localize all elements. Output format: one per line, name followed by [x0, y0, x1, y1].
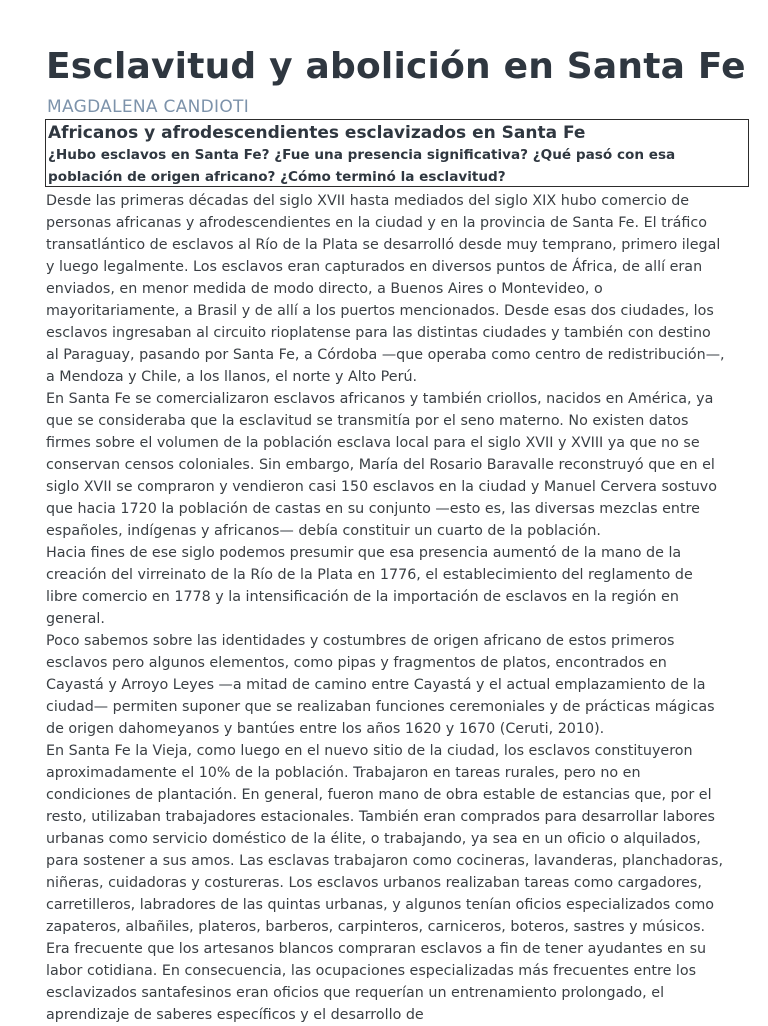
section-questions: ¿Hubo esclavos en Santa Fe? ¿Fue una presencia significativa? ¿Qué pasó con esa población de origen africano? ¿Cómo terminó la esclavitud?	[48, 147, 676, 185]
paragraph: Desde las primeras décadas del siglo XVII hasta mediados del siglo XIX hubo comercio de personas africanas y afrodescendientes en la ciudad y en la provincia de Santa Fe. El tráfico transatlántico de esclavos al Río de la Plata se desarrolló desde muy temprano, primero ilegal y luego legalmente. Los esclavos eran capturados en diversos puntos de África, de allí eran enviados, en menor medida de modo directo, a Buenos Aires o Montevideo, o mayoritariamente, a Brasil y de allí a los puertos mencionados. Desde esas dos ciudades, los esclavos ingresaban al circuito rioplatense para las distintas ciudades y también con destino al Paraguay, pasando por Santa Fe, a Córdoba —que operaba como centro de redistribución—, a Mendoza y Chile, a los llanos, el norte y Alto Perú.	[46, 193, 725, 385]
paragraph: En Santa Fe se comercializaron esclavos africanos y también criollos, nacidos en América, ya que se consideraba que la esclavitud se transmitía por el seno materno. No existen datos firmes sobre el volumen de la población esclava local para el siglo XVII y XVIII ya que no se conservan censos coloniales. Sin embargo, María del Rosario Baravalle reconstruyó que en el siglo XVII se compraron y vendieron casi 150 esclavos en la ciudad y Manuel Cervera sostuvo que hacia 1720 la población de castas en su conjunto —esto es, las diversas mezclas entre españoles, indígenas y africanos— debía constituir un cuarto de la población.	[46, 391, 717, 539]
article-body	[46, 190, 726, 1026]
page-title: Esclavitud y abolición en Santa Fe	[46, 46, 746, 87]
section-title: Africanos y afrodescendientes esclavizados en Santa Fe	[48, 123, 586, 143]
paragraph: Hacia fines de ese siglo podemos presumir que esa presencia aumentó de la mano de la creación del virreinato de la Río de la Plata en 1776, el establecimiento del reglamento de libre comercio en 1778 y la intensificación de la importación de esclavos en la región en general.	[46, 545, 693, 627]
author-name: MAGDALENA CANDIOTI	[47, 97, 250, 117]
section-header-box	[45, 119, 749, 187]
paragraph: Poco sabemos sobre las identidades y costumbres de origen africano de estos primeros esclavos pero algunos elementos, como pipas y fragmentos de platos, encontrados en Cayastá y Arroyo Leyes —a mitad de camino entre Cayastá y el actual emplazamiento de la ciudad— permiten suponer que se realizaban funciones ceremoniales y de prácticas mágicas de origen dahomeyanos y bantúes entre los años 1620 y 1670 (Ceruti, 2010).	[46, 633, 715, 737]
paragraph: En Santa Fe la Vieja, como luego en el nuevo sitio de la ciudad, los esclavos constituyeron aproximadamente el 10% de la población. Trabajaron en tareas rurales, pero no en condiciones de plantación. En general, fueron mano de obra estable de estancias que, por el resto, utilizaban trabajadores estacionales. También eran comprados para desarrollar labores urbanas como servicio doméstico de la élite, o trabajando, ya sea en un oficio o alquilados, para sostener a sus amos. Las esclavas trabajaron como cocineras, lavanderas, planchadoras, niñeras, cuidadoras y costureras. Los esclavos urbanos realizaban tareas como cargadores, carretilleros, labradores de las quintas urbanas, y algunos tenían oficios especializados como zapateros, albañiles, plateros, barberos, carpinteros, carniceros, boteros, sastres y músicos. Era frecuente que los artesanos blancos compraran esclavos a fin de tener ayudantes en su labor cotidiana. En consecuencia, las ocupaciones especializadas más frecuentes entre los esclavizados santafesinos eran oficios que requerían un entrenamiento prolongado, el aprendizaje de saberes específicos y el desarrollo de	[46, 743, 724, 1023]
